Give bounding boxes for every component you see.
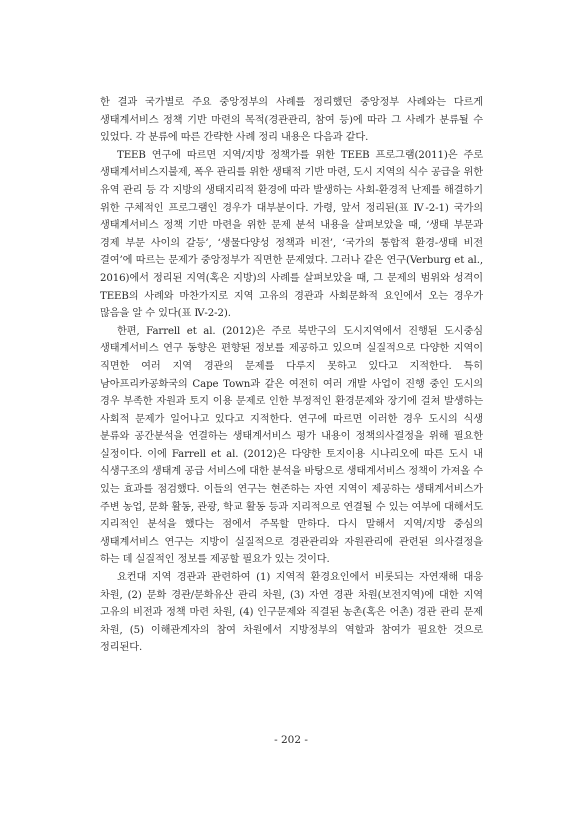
paragraph-1: 한 결과 국가별로 주요 중앙정부의 사례를 정리했던 중앙정부 사례와는 다르게 생태계서비스 정책 기반 마련의 목적(경관관리, 참여 등)에 따라 그 사례가 분류될 수 있었다. 각 분류에 따른 간략한 사례 정리 내용은 다음과 같다. bbox=[100, 97, 483, 144]
document-body bbox=[100, 94, 483, 657]
page-number: - 202 - bbox=[274, 734, 308, 746]
paragraph-2: TEEB 연구에 따르면 지역/지방 정책가를 위한 TEEB 프로그램(2011)은 주로 생태계서비스지불제, 폭우 관리를 위한 생태적 기반 마련, 도시 지역의 식수 공급을 위한 유역 관리 등 각 지방의 생태지리적 환경에 따라 발생하는 사회-환경적 난제를 해결하기 위한 구체적인 프로그램인 경우가 대부분이다. 가령, 앞서 정리된(표 Ⅳ-2-1) 국가의 생태계서비스 정책 기반 마련을 위한 문제 분석 내용을 살펴보았을 때, ‘생태 부문과 경제 부문 사이의 갈등’, ‘생물다양성 정책과 비전’, ‘국가의 통합적 환경-생태 비전 결여’에 따르는 문제가 중앙정부가 직면한 문제였다. 그러나 같은 연구(Verburg et al., 2016)에서 정리된 지역(혹은 지방)의 사례를 살펴보았을 때, 그 문제의 범위와 성격이 TEEB의 사례와 마찬가지로 지역 고유의 경관과 사회문화적 요인에서 오는 경우가 많음을 알 수 있다(표 Ⅳ-2-2). bbox=[100, 149, 483, 320]
paragraph-3: 한편, Farrell et al. (2012)은 주로 북반구의 도시지역에서 진행된 도시중심 생태계서비스 연구 동향은 편향된 정보를 제공하고 있으며 실질적으로 다양한 지역이 직면한 여러 지역 경관의 문제를 다루지 못하고 있다고 지적한다. 특히 남아프리카공화국의 Cape Town과 같은 여전히 여러 개발 사업이 진행 중인 도시의 경우 부족한 자원과 토지 이용 문제로 인한 부정적인 환경문제와 장기에 걸쳐 발생하는 사회적 문제가 일어나고 있다고 지적한다. 연구에 따르면 이러한 경우 도시의 식생 분류와 공간분석을 연결하는 생태계서비스 평가 내용이 정책의사결정을 위해 필요한 실정이다. 이에 Farrell et al. (2012)은 다양한 토지이용 시나리오에 따른 도시 내 식생구조의 생태계 공급 서비스에 대한 분석을 바탕으로 생태계서비스 정책이 가져올 수 있는 효과를 점검했다. 이들의 연구는 현존하는 자연 지역이 제공하는 생태계서비스가 주변 농업, 문화 활동, 관광, 학교 활동 등과 지리적으로 연결될 수 있는 여부에 대해서도 지리적인 분석을 했다는 점에서 주목할 만하다. 다시 말해서 지역/지방 중심의 생태계서비스 연구는 지방이 실질적으로 경관관리와 자원관리에 관련된 의사결정을 하는 데 실질적인 정보를 제공할 필요가 있는 것이다. bbox=[100, 325, 483, 566]
paragraph-4: 요컨대 지역 경관과 관련하여 (1) 지역적 환경요인에서 비롯되는 자연재해 대응 차원, (2) 문화 경관/문화유산 관리 차원, (3) 자연 경관 차원(보전지역)에 대한 지역 고유의 비전과 정책 마련 차원, (4) 인구문제와 직결된 농촌(혹은 어촌) 경관 관리 문제 차원, (5) 이해관계자의 참여 차원에서 지방정부의 역할과 참여가 필요한 것으로 정리된다. bbox=[100, 572, 483, 654]
